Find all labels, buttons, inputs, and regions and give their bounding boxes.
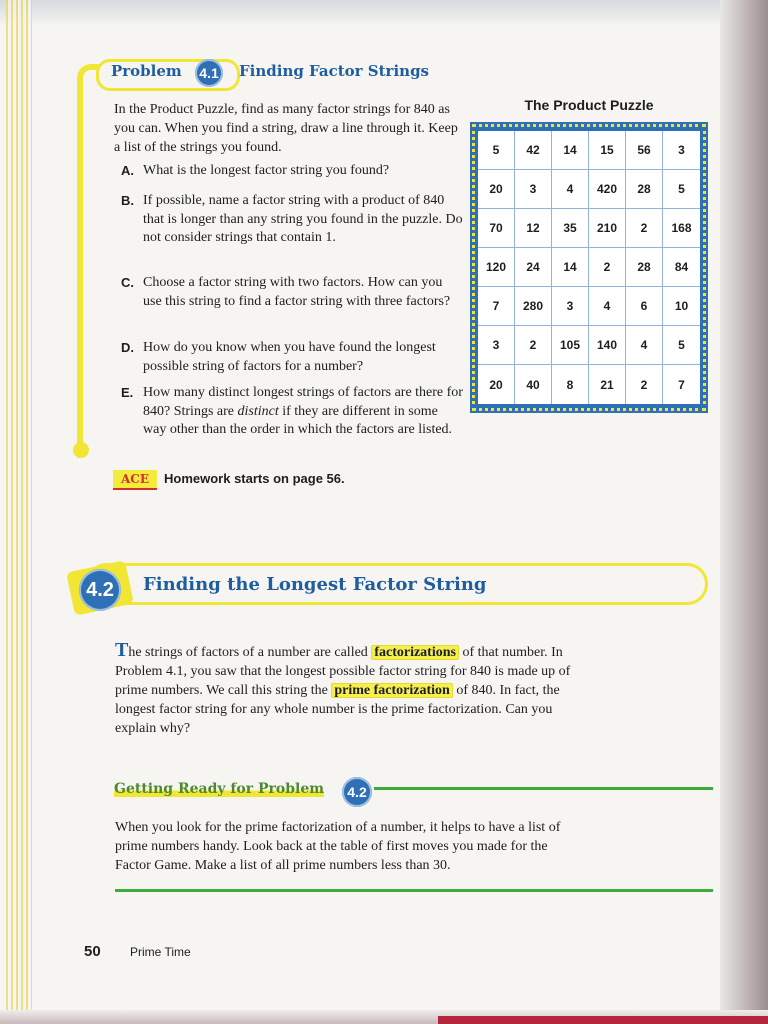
puzzle-cell: 15 — [589, 131, 626, 170]
emphasis-distinct: distinct — [237, 403, 279, 419]
term-factorizations: factorizations — [371, 645, 459, 660]
question-letter: D. — [121, 340, 134, 355]
puzzle-cell: 35 — [552, 209, 589, 248]
puzzle-title: The Product Puzzle — [524, 97, 654, 113]
drop-cap: T — [115, 639, 129, 661]
question-letter: A. — [121, 163, 134, 178]
ace-badge: ACE — [113, 470, 157, 490]
page-number: 50 — [84, 943, 101, 960]
puzzle-cell: 10 — [663, 287, 700, 326]
puzzle-cell: 3 — [478, 326, 515, 365]
book-gutter-shadow — [720, 0, 768, 1024]
question-b — [118, 192, 463, 248]
question-text: What is the longest factor string you found? — [143, 163, 390, 178]
question-text: How many distinct longest strings of factors are there for 840? Strings are distinct if they are different in some way other than the order in which the factors are listed. — [143, 385, 463, 437]
puzzle-cell: 4 — [589, 287, 626, 326]
problem-label: Problem — [111, 62, 182, 80]
problem-title: Finding Factor Strings — [239, 62, 429, 80]
book-cover-edge — [438, 1016, 768, 1024]
puzzle-cell: 2 — [589, 248, 626, 287]
problem-bracket-end — [73, 442, 89, 458]
puzzle-cell: 2 — [626, 365, 663, 404]
puzzle-cell: 28 — [626, 248, 663, 287]
book-title: Prime Time — [130, 945, 191, 959]
getting-ready-badge: 4.2 — [342, 777, 372, 807]
puzzle-cell: 7 — [678, 377, 685, 392]
puzzle-cell: 21 — [589, 365, 626, 404]
puzzle-cell: 84 — [663, 248, 700, 287]
question-e — [118, 384, 463, 440]
puzzle-cell: 2 — [515, 326, 552, 365]
puzzle-cell: 8 — [552, 365, 589, 404]
question-c — [118, 274, 463, 311]
problem-intro: In the Product Puzzle, find as many factor strings for 840 as you can. When you find a string, draw a line through it. Keep a list of the strings you found. — [114, 102, 458, 155]
puzzle-cell: 5 — [663, 170, 700, 209]
puzzle-cell: 3 — [515, 170, 552, 209]
term-prime-factorization: prime factorization — [331, 683, 452, 698]
puzzle-cell: 20 — [478, 365, 515, 404]
puzzle-cell: 120 — [478, 248, 515, 287]
puzzle-cell: 12 — [515, 209, 552, 248]
question-text: If possible, name a factor string with a product of 840 that is longer than any string you found in the puzzle. Do not consider strings that contain 1. — [143, 193, 463, 245]
puzzle-cell: 168 — [663, 209, 700, 248]
puzzle-cell: 2 — [626, 209, 663, 248]
puzzle-cell: 70 — [478, 209, 515, 248]
question-text: Choose a factor string with two factors. How can you use this string to find a factor string with three factors? — [143, 275, 451, 309]
puzzle-cell: 40 — [515, 365, 552, 404]
puzzle-cell: 20 — [478, 170, 515, 209]
puzzle-cell: 105 — [552, 326, 589, 365]
homework-note: Homework starts on page 56. — [164, 471, 345, 486]
puzzle-cell: 420 — [589, 170, 626, 209]
question-d — [118, 339, 463, 376]
puzzle-cell: 4 — [626, 326, 663, 365]
question-letter: B. — [121, 193, 134, 208]
divider-bottom — [115, 889, 713, 892]
problem-number-badge: 4.1 — [195, 59, 223, 87]
product-puzzle-frame — [470, 122, 708, 413]
puzzle-cell: 5 — [478, 131, 515, 170]
puzzle-cell: 3 — [663, 131, 700, 170]
puzzle-cell: 280 — [515, 287, 552, 326]
puzzle-cell: 28 — [626, 170, 663, 209]
puzzle-cell: 7 — [478, 287, 515, 326]
puzzle-cell: 5 — [663, 326, 700, 365]
section-number-badge: 4.2 — [79, 569, 121, 611]
question-letter: C. — [121, 275, 134, 290]
puzzle-cell: 4 — [552, 170, 589, 209]
problem-bracket — [77, 64, 99, 458]
puzzle-cell: 56 — [626, 131, 663, 170]
puzzle-cell: 42 — [515, 131, 552, 170]
page-top-shadow — [0, 0, 768, 26]
puzzle-cell: 3 — [552, 287, 589, 326]
question-letter: E. — [121, 385, 134, 400]
puzzle-cell: 14 — [552, 131, 589, 170]
puzzle-cell: 6 — [626, 287, 663, 326]
product-puzzle-grid — [478, 131, 700, 404]
getting-ready-text: When you look for the prime factorization of a number, it helps to have a list of prime numbers handy. Look back at the table of first moves you made for the Factor Game. Make a list of all prime numbers less than 30. — [115, 820, 561, 873]
getting-ready-heading: Getting Ready for Problem — [114, 781, 325, 797]
divider-top — [374, 787, 713, 790]
puzzle-cell: 14 — [552, 248, 589, 287]
question-text: How do you know when you have found the longest possible string of factors for a number? — [143, 340, 436, 374]
section-title: Finding the Longest Factor String — [143, 574, 487, 595]
puzzle-cell: 24 — [515, 248, 552, 287]
puzzle-cell: 210 — [589, 209, 626, 248]
question-a — [118, 162, 463, 181]
section-paragraph: The strings of factors of a number are called factorizations of that number. In Problem 4.1, you saw that the longest possible factor string for 840 is made up of prime numbers. We call this string the prime factorization of 840. In fact, the longest factor string for any whole number is the prime factorization. Can you explain why? — [115, 639, 571, 736]
puzzle-cell: 140 — [589, 326, 626, 365]
page-edge-lines — [6, 0, 32, 1024]
